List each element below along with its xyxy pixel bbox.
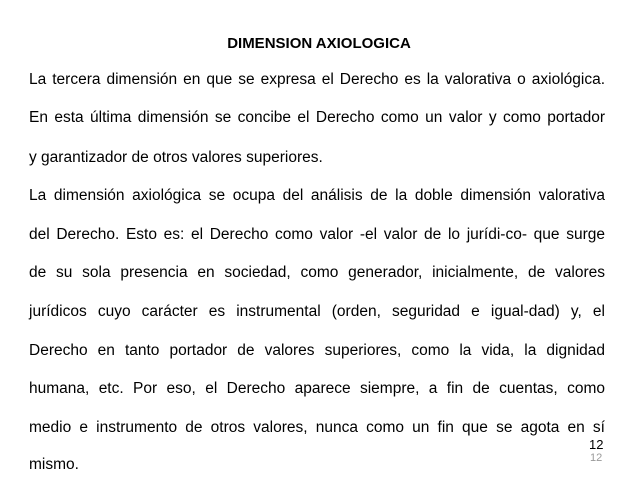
paragraph-line: del Derecho. Esto es: el Derecho como valor -el valor de lo jurídi-co- que surge bbox=[29, 226, 605, 243]
paragraph-line: La dimensión axiológica se ocupa del análisis de la doble dimensión valorativa bbox=[29, 187, 605, 204]
paragraph-line: En esta última dimensión se concibe el Derecho como un valor y como portador bbox=[29, 109, 605, 126]
paragraph-line: y garantizador de otros valores superiores. bbox=[29, 149, 323, 166]
document-title: DIMENSION AXIOLOGICA bbox=[227, 35, 411, 52]
paragraph-line: humana, etc. Por eso, el Derecho aparece siempre, a fin de cuentas, como bbox=[29, 380, 605, 397]
paragraph-line: mismo. bbox=[29, 456, 79, 473]
paragraph-line: de su sola presencia en sociedad, como generador, inicialmente, de valores bbox=[29, 264, 605, 281]
paragraph-line: jurídicos cuyo carácter es instrumental (orden, seguridad e igual-dad) y, el bbox=[29, 303, 605, 320]
paragraph-line: La tercera dimensión en que se expresa el Derecho es la valorativa o axiológica. bbox=[29, 71, 605, 88]
page-number-footer: 12 bbox=[590, 452, 603, 464]
paragraph-line: medio e instrumento de otros valores, nunca como un fin que se agota en sí bbox=[29, 419, 605, 436]
page-number: 12 bbox=[589, 437, 604, 452]
paragraph-line: Derecho en tanto portador de valores superiores, como la vida, la dignidad bbox=[29, 342, 605, 359]
